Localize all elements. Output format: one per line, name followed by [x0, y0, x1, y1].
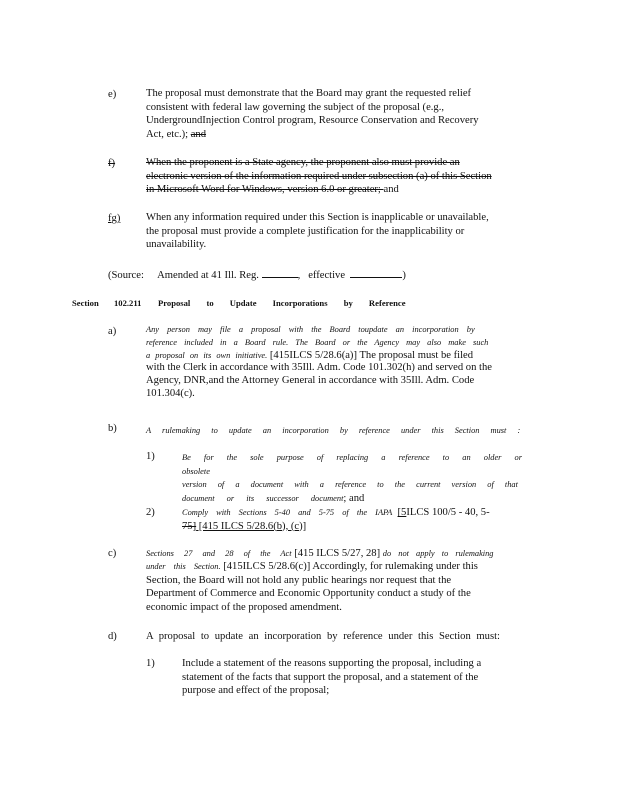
- section-label: Section: [72, 298, 99, 308]
- sub-a-italic-2: reference included in a Board rule. The Board or the Agency may also make such: [146, 337, 489, 347]
- item-f-struck-text: [146, 156, 532, 197]
- sub-a-line-4: with the Clerk in accordance with 35Ill. Adm. Code 101.302(h) and served on the: [146, 362, 492, 374]
- item-g-line-3: unavailability.: [146, 239, 207, 251]
- sub-d-intro: A proposal to update an incorporation by reference under this Section must:: [146, 631, 500, 642]
- sub-b-1-label: 1): [146, 451, 155, 462]
- sub-d-1-label: 1): [146, 658, 155, 669]
- item-e-line-1: The proposal must demonstrate that the Board may grant the requested relief: [146, 88, 472, 99]
- item-f-struck-line-1: When the proponent is a State agency, the proponent also must provide an: [146, 157, 460, 168]
- sub-b-intro: A rulemaking to update an incorporation by reference under this Section must :: [146, 426, 521, 435]
- item-e-text: [146, 87, 518, 141]
- sub-a-label: a): [108, 326, 117, 337]
- sub-c-text: Sections 27 and 28 of the Act [415 ILCS 5/27, 28] do not apply to rulemaking under this Section. [415ILCS 5/28.6(c)] Accordingly, for rulemaking under this Section, the Board will not hold any public hearings nor request that the Department of Commerce and Economic Opportunity conduct a study of the economic impact of the proposed amendment.: [146, 548, 494, 613]
- sub-b-2-label: 2): [146, 507, 155, 518]
- sub-c-label: c): [108, 548, 117, 559]
- item-e-struck-and: and: [190, 128, 207, 140]
- sub-a-line-5: Agency, DNR,and the Attorney General in accordance with 35Ill. Adm. Code: [146, 375, 475, 387]
- sub-b-2-text: Comply with Sections 5-40 and 5-75 of the IAPA [5ILCS 100/5 - 40, 5- 75] [415 ILCS 5/28.6(b), (c)]: [182, 507, 490, 532]
- section-number: 102.211: [114, 298, 142, 308]
- item-e-label: e): [108, 89, 117, 100]
- item-f-tail-and: and: [383, 184, 399, 196]
- sub-a-text: [146, 324, 538, 401]
- sub-d-label: d): [108, 631, 117, 642]
- section-title: Proposal to Update Incorporations by Reference: [158, 298, 406, 308]
- sub-b-1-text: Be for the sole purpose of replacing a reference to an older or obsolete version of a document with a reference to the current version of that document or its successor document; and: [182, 453, 522, 504]
- item-g-text: [146, 211, 526, 252]
- item-g-label: fg): [108, 213, 121, 224]
- source-note: (Source: Amended at 41 Ill. Reg. , effective ): [108, 267, 406, 282]
- sub-a-italic-1: Any person may file a proposal with the Board toupdate an incorporation by: [146, 325, 475, 334]
- effective-blank: [350, 267, 402, 278]
- sub-b-label: b): [108, 423, 117, 434]
- reg-blank: [262, 267, 298, 278]
- item-g-line-1: When any information required under this Section is inapplicable or unavailable,: [146, 212, 489, 223]
- item-f-struck-label: f): [108, 158, 116, 169]
- item-e-line-2: consistent with federal law governing the subject of the proposal (e.g.,: [146, 101, 445, 113]
- item-f-struck-line-2: electronic version of the information required under subsection (a) of this Section: [146, 170, 492, 182]
- item-f-struck-line-3: in Microsoft Word for Windows, version 6.0 or greater; and: [146, 184, 399, 196]
- item-g-line-2: the proposal must provide a complete justification for the inapplicability or: [146, 225, 465, 237]
- item-e-line-3: UndergroundInjection Control program, Resource Conservation and Recovery: [146, 115, 479, 127]
- item-e-line-4: Act, etc.); and: [146, 128, 207, 140]
- sub-d-1-text: Include a statement of the reasons supporting the proposal, including a statement of the facts that support the proposal, and a statement of the purpose and effect of the proposal;: [182, 658, 482, 697]
- sub-a-line-6: 101.304(c).: [146, 387, 195, 399]
- sub-a-line-3: a proposal on its own initiative. [415ILCS 5/28.6(a)] The proposal must be filed: [146, 349, 474, 361]
